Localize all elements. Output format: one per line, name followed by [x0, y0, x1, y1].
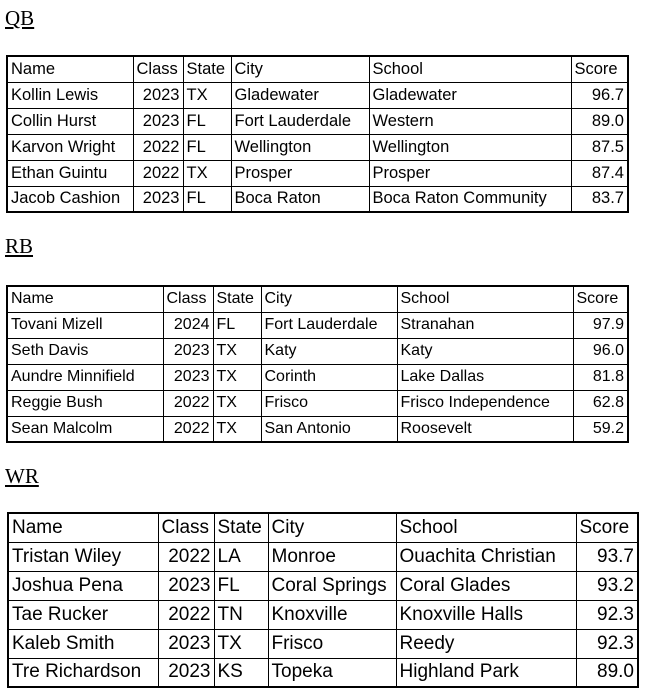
cell-city: Wellington [231, 134, 369, 160]
cell-state: TX [213, 364, 261, 390]
cell-name: Kollin Lewis [7, 82, 133, 108]
cell-city: Fort Lauderdale [261, 312, 397, 338]
cell-city: Corinth [261, 364, 397, 390]
table-row [7, 364, 628, 390]
cell-class: 2022 [133, 160, 183, 186]
cell-school: Highland Park [396, 658, 576, 687]
cell-score: 87.4 [571, 160, 628, 186]
column-header-name: Name [7, 56, 133, 82]
cell-name: Tae Rucker [8, 600, 158, 629]
table-row [7, 134, 628, 160]
cell-name: Tristan Wiley [8, 542, 158, 571]
cell-score: 92.3 [576, 600, 638, 629]
cell-school: Western [369, 108, 571, 134]
cell-school: Ouachita Christian [396, 542, 576, 571]
cell-name: Tovani Mizell [7, 312, 163, 338]
cell-state: FL [183, 108, 231, 134]
cell-school: Reedy [396, 629, 576, 658]
cell-score: 89.0 [571, 108, 628, 134]
cell-name: Sean Malcolm [7, 416, 163, 442]
cell-score: 59.2 [573, 416, 628, 442]
cell-class: 2023 [163, 338, 213, 364]
column-header-score: Score [573, 286, 628, 312]
table-row [8, 600, 638, 629]
cell-name: Ethan Guintu [7, 160, 133, 186]
cell-school: Lake Dallas [397, 364, 573, 390]
cell-class: 2023 [158, 629, 214, 658]
qb-table [6, 55, 629, 213]
table-row [8, 571, 638, 600]
cell-score: 83.7 [571, 186, 628, 212]
cell-score: 97.9 [573, 312, 628, 338]
cell-school: Stranahan [397, 312, 573, 338]
column-header-state: State [213, 286, 261, 312]
cell-school: Katy [397, 338, 573, 364]
cell-school: Frisco Independence [397, 390, 573, 416]
column-header-name: Name [8, 513, 158, 542]
cell-state: TX [213, 416, 261, 442]
cell-state: FL [214, 571, 268, 600]
cell-class: 2024 [163, 312, 213, 338]
column-header-score: Score [571, 56, 628, 82]
table-row [7, 108, 628, 134]
table-row [7, 82, 628, 108]
cell-state: KS [214, 658, 268, 687]
column-header-class: Class [133, 56, 183, 82]
table-row [8, 542, 638, 571]
cell-name: Joshua Pena [8, 571, 158, 600]
column-header-name: Name [7, 286, 163, 312]
cell-class: 2023 [158, 571, 214, 600]
table-header-row [7, 56, 628, 82]
cell-class: 2023 [133, 186, 183, 212]
cell-class: 2022 [163, 390, 213, 416]
section-heading-qb: QB [5, 6, 35, 30]
cell-school: Wellington [369, 134, 571, 160]
cell-score: 92.3 [576, 629, 638, 658]
column-header-city: City [268, 513, 396, 542]
column-header-class: Class [163, 286, 213, 312]
column-header-school: School [397, 286, 573, 312]
cell-score: 96.7 [571, 82, 628, 108]
cell-class: 2023 [133, 108, 183, 134]
cell-name: Collin Hurst [7, 108, 133, 134]
cell-class: 2022 [133, 134, 183, 160]
cell-score: 87.5 [571, 134, 628, 160]
cell-score: 93.7 [576, 542, 638, 571]
cell-class: 2023 [163, 364, 213, 390]
cell-state: FL [183, 134, 231, 160]
cell-school: Roosevelt [397, 416, 573, 442]
cell-score: 93.2 [576, 571, 638, 600]
cell-school: Knoxville Halls [396, 600, 576, 629]
cell-state: TX [213, 390, 261, 416]
table-header-row [7, 286, 628, 312]
cell-city: Gladewater [231, 82, 369, 108]
cell-school: Coral Glades [396, 571, 576, 600]
cell-city: Boca Raton [231, 186, 369, 212]
column-header-state: State [214, 513, 268, 542]
cell-state: TX [183, 160, 231, 186]
column-header-state: State [183, 56, 231, 82]
cell-class: 2023 [158, 658, 214, 687]
cell-city: Monroe [268, 542, 396, 571]
cell-name: Tre Richardson [8, 658, 158, 687]
table-row [7, 390, 628, 416]
cell-state: LA [214, 542, 268, 571]
column-header-school: School [396, 513, 576, 542]
cell-city: San Antonio [261, 416, 397, 442]
cell-name: Karvon Wright [7, 134, 133, 160]
cell-score: 96.0 [573, 338, 628, 364]
cell-city: Frisco [268, 629, 396, 658]
table-row [8, 658, 638, 687]
cell-state: TX [214, 629, 268, 658]
cell-class: 2022 [158, 542, 214, 571]
column-header-city: City [261, 286, 397, 312]
cell-school: Prosper [369, 160, 571, 186]
cell-school: Gladewater [369, 82, 571, 108]
cell-city: Frisco [261, 390, 397, 416]
table-row [7, 312, 628, 338]
section-heading-rb: RB [5, 234, 34, 258]
cell-name: Seth Davis [7, 338, 163, 364]
cell-score: 89.0 [576, 658, 638, 687]
cell-city: Knoxville [268, 600, 396, 629]
cell-city: Prosper [231, 160, 369, 186]
column-header-class: Class [158, 513, 214, 542]
table-row [8, 629, 638, 658]
column-header-score: Score [576, 513, 638, 542]
column-header-school: School [369, 56, 571, 82]
cell-class: 2023 [133, 82, 183, 108]
cell-state: FL [183, 186, 231, 212]
cell-school: Boca Raton Community [369, 186, 571, 212]
cell-city: Fort Lauderdale [231, 108, 369, 134]
table-row [7, 338, 628, 364]
cell-state: TX [183, 82, 231, 108]
cell-city: Coral Springs [268, 571, 396, 600]
cell-city: Topeka [268, 658, 396, 687]
table-row [7, 416, 628, 442]
table-row [7, 186, 628, 212]
cell-score: 62.8 [573, 390, 628, 416]
cell-name: Jacob Cashion [7, 186, 133, 212]
cell-state: FL [213, 312, 261, 338]
cell-name: Reggie Bush [7, 390, 163, 416]
table-header-row [8, 513, 638, 542]
cell-class: 2022 [158, 600, 214, 629]
cell-name: Kaleb Smith [8, 629, 158, 658]
section-heading-wr: WR [5, 464, 39, 488]
cell-name: Aundre Minnifield [7, 364, 163, 390]
cell-score: 81.8 [573, 364, 628, 390]
cell-class: 2022 [163, 416, 213, 442]
table-row [7, 160, 628, 186]
cell-state: TX [213, 338, 261, 364]
column-header-city: City [231, 56, 369, 82]
cell-state: TN [214, 600, 268, 629]
wr-table [7, 512, 639, 688]
rb-table [6, 285, 629, 443]
cell-city: Katy [261, 338, 397, 364]
